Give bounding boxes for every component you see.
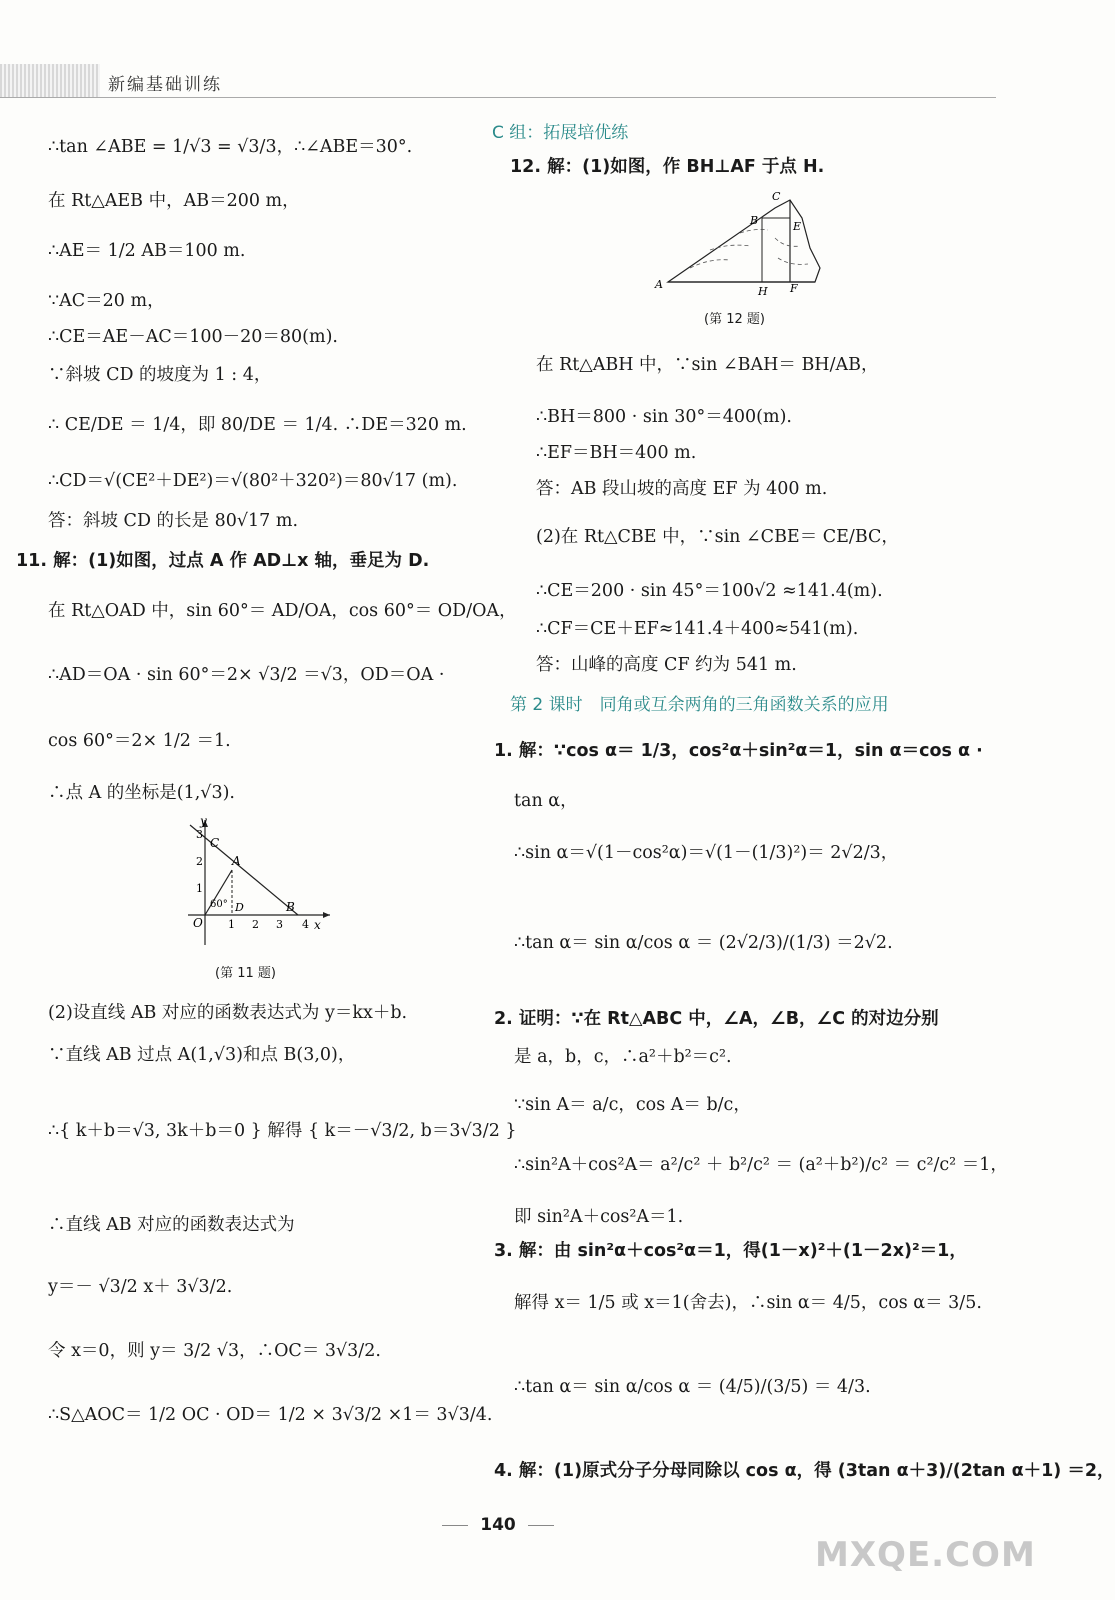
left-line-13: cos 60°＝2× 1/2 ＝1.	[48, 731, 231, 751]
right-line-15: 是 a，b，c，∴a²＋b²＝c².	[514, 1047, 732, 1067]
label-o: O	[193, 916, 203, 930]
header-rule	[0, 97, 996, 98]
left-line-10: 11. 解：(1)如图，过点 A 作 AD⊥x 轴，垂足为 D.	[16, 551, 430, 571]
label-a: A	[232, 854, 241, 868]
header-title: 新编基础训练	[108, 75, 222, 95]
label-e12: E	[793, 220, 802, 233]
figure-12-caption: (第 12 题)	[704, 312, 765, 327]
right-line-12: ∴sin α＝√(1－cos²α)＝√(1－(1/3)²)＝ 2√2/3，	[514, 843, 899, 863]
label-b12: B	[750, 214, 759, 227]
right-line-1: 12. 解：(1)如图，作 BH⊥AF 于点 H.	[510, 157, 825, 177]
label-y: y	[200, 814, 207, 828]
figure-11-caption: (第 11 题)	[215, 966, 276, 981]
tick-x4: 4	[302, 918, 309, 931]
left-line-21: ∴S△AOC＝ 1/2 OC · OD＝ 1/2 × 3√3/2 ×1＝ 3√3/4.	[48, 1405, 493, 1425]
right-line-11: tan α，	[514, 791, 578, 811]
left-line-12: ∴AD＝OA · sin 60°＝2× √3/2 ＝√3，OD＝OA ·	[48, 665, 445, 685]
right-line-4: ∴EF＝BH＝400 m.	[536, 443, 697, 463]
watermark: MXQE.COM	[815, 1535, 1036, 1575]
mountain-outline	[668, 200, 820, 282]
page-header	[0, 64, 996, 98]
left-line-5: ∴CE＝AE－AC＝100－20＝80(m).	[48, 327, 338, 347]
figure-11-graph	[180, 815, 340, 955]
right-line-2: 在 Rt△ABH 中，∵sin ∠BAH＝ BH/AB，	[536, 355, 879, 375]
lesson-2-heading: 第 2 课时 同角或互余两角的三角函数关系的应用	[510, 695, 889, 715]
left-line-14: ∴点 A 的坐标是(1,√3).	[48, 783, 235, 803]
right-line-13: ∴tan α＝ sin α/cos α ＝ (2√2/3)/(1/3) ＝2√2.	[514, 933, 893, 953]
right-line-18: 即 sin²A＋cos²A＝1.	[514, 1207, 684, 1227]
label-f12: F	[790, 282, 798, 295]
left-line-2: 在 Rt△AEB 中，AB＝200 m，	[48, 191, 300, 211]
right-line-3: ∴BH＝800 · sin 30°＝400(m).	[536, 407, 792, 427]
label-d: D	[235, 901, 244, 914]
left-line-3: ∴AE＝ 1/2 AB＝100 m.	[48, 241, 246, 261]
label-c: C	[210, 836, 220, 850]
x-axis-arrow	[323, 912, 330, 918]
label-angle: 60°	[210, 899, 228, 910]
right-line-8: ∴CF＝CE＋EF≈141.4＋400≈541(m).	[536, 619, 859, 639]
figure-12-diagram	[650, 188, 830, 298]
left-line-1: ∴tan ∠ABE = 1/√3 = √3/3，∴∠ABE＝30°.	[48, 137, 413, 157]
tick-y1: 1	[196, 882, 203, 895]
section-c-group: C 组：拓展培优练	[492, 123, 629, 143]
label-x: x	[314, 918, 321, 932]
label-h12: H	[758, 285, 768, 298]
left-line-19: y＝－ √3/2 x＋ 3√3/2.	[48, 1277, 233, 1297]
page-number-text: 140	[480, 1515, 516, 1535]
tick-x1: 1	[228, 918, 235, 931]
label-b: B	[286, 900, 295, 914]
right-line-9: 答：山峰的高度 CF 约为 541 m.	[536, 655, 797, 675]
line-ab	[190, 825, 298, 915]
right-line-10: 1. 解：∵cos α＝ 1/3，cos²α＋sin²α＝1，sin α＝cos α ·	[494, 741, 983, 761]
right-line-7: ∴CE＝200 · sin 45°＝100√2 ≈141.4(m).	[536, 581, 883, 601]
label-a12: A	[655, 278, 663, 291]
tick-y3: 3	[196, 828, 203, 841]
right-line-16: ∵sin A＝ a/c，cos A＝ b/c，	[514, 1095, 751, 1115]
right-line-21: ∴tan α＝ sin α/cos α ＝ (4/5)/(3/5) ＝ 4/3.	[514, 1377, 871, 1397]
label-c12: C	[772, 190, 781, 203]
left-line-11: 在 Rt△OAD 中，sin 60°＝ AD/OA，cos 60°＝ OD/OA，	[48, 601, 517, 621]
page-number	[0, 1515, 996, 1535]
left-line-9: 答：斜坡 CD 的长是 80√17 m.	[48, 511, 299, 531]
left-line-8: ∴CD＝√(CE²＋DE²)＝√(80²＋320²)＝80√17 (m).	[48, 471, 458, 491]
tick-x2: 2	[252, 918, 259, 931]
left-line-20: 令 x＝0，则 y＝ 3/2 √3，∴OC＝ 3√3/2.	[48, 1341, 381, 1361]
right-line-17: ∴sin²A＋cos²A＝ a²/c² ＋ b²/c² ＝ (a²＋b²)/c² ＝ c²/c² ＝1，	[514, 1155, 1008, 1175]
left-line-18: ∴直线 AB 对应的函数表达式为	[48, 1215, 295, 1235]
right-line-14: 2. 证明：∵在 Rt△ABC 中，∠A，∠B，∠C 的对边分别	[494, 1009, 939, 1029]
right-line-6: (2)在 Rt△CBE 中，∵sin ∠CBE＝ CE/BC，	[536, 527, 899, 547]
left-line-15: (2)设直线 AB 对应的函数表达式为 y＝kx＋b.	[48, 1003, 408, 1023]
left-line-6: ∵斜坡 CD 的坡度为 1 : 4，	[48, 365, 272, 385]
left-line-4: ∵AC＝20 m，	[48, 291, 165, 311]
right-line-5: 答：AB 段山坡的高度 EF 为 400 m.	[536, 479, 828, 499]
left-line-7: ∴ CE/DE ＝ 1/4，即 80/DE ＝ 1/4. ∴DE＝320 m.	[48, 415, 467, 435]
tick-x3: 3	[276, 918, 283, 931]
header-decoration	[0, 64, 100, 98]
tick-y2: 2	[196, 855, 203, 868]
left-line-16: ∵直线 AB 过点 A(1,√3)和点 B(3,0)，	[48, 1045, 356, 1065]
left-line-17: ∴{ k＋b＝√3, 3k＋b＝0 } 解得 { k＝－√3/2, b＝3√3/2 }	[48, 1121, 517, 1141]
right-line-20: 解得 x＝ 1/5 或 x＝1(舍去)，∴sin α＝ 4/5，cos α＝ 3/5.	[514, 1293, 982, 1313]
right-line-19: 3. 解：由 sin²α＋cos²α＝1，得(1－x)²＋(1－2x)²＝1，	[494, 1241, 967, 1261]
right-line-22: 4. 解：(1)原式分子分母同除以 cos α，得 (3tan α＋3)/(2tan α＋1) ＝2，	[494, 1461, 1115, 1481]
